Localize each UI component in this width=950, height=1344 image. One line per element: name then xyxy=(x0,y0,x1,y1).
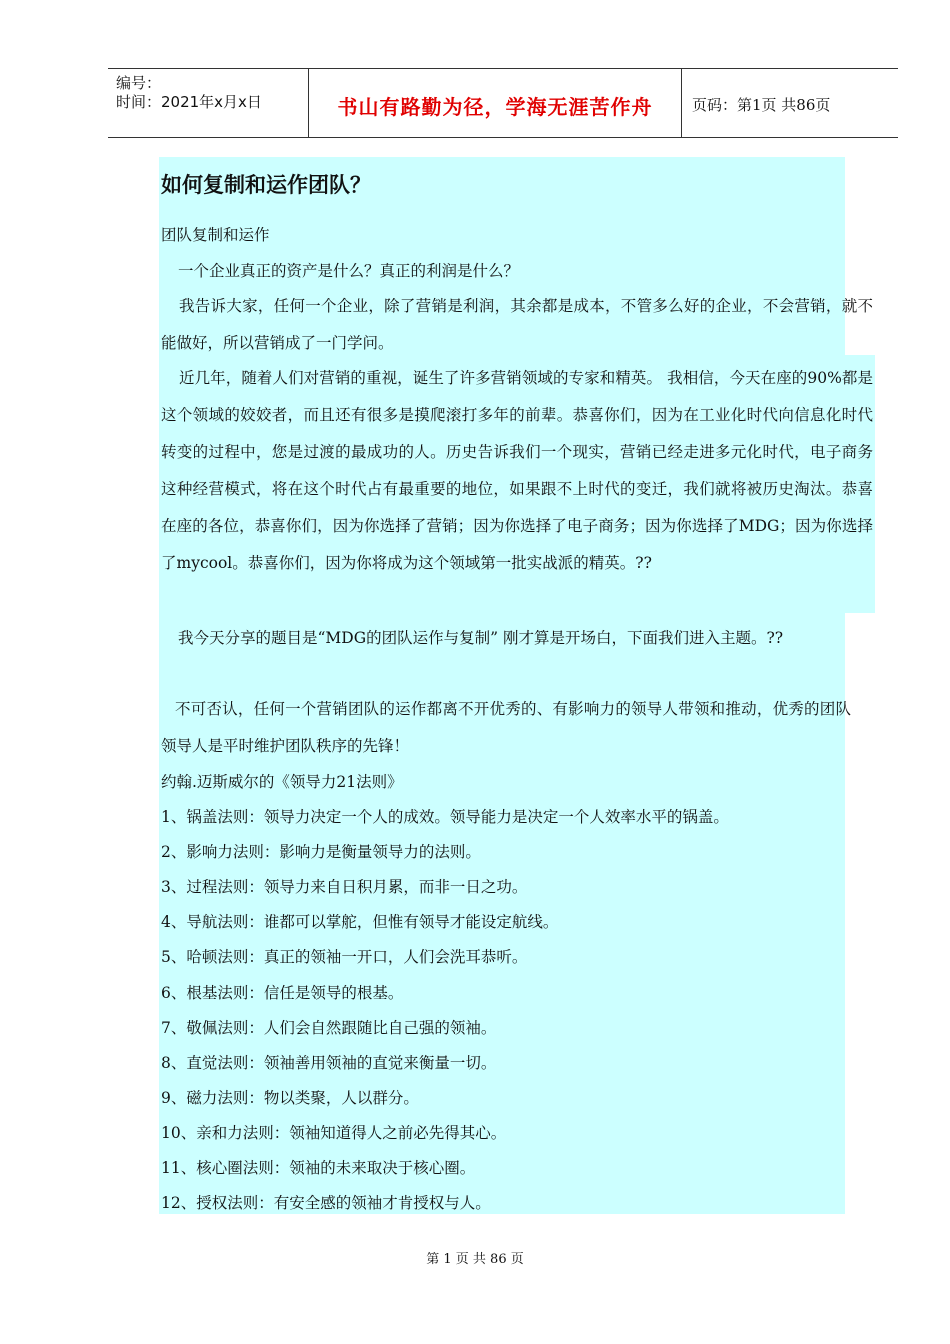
serial-label: 编号： xyxy=(116,74,162,92)
list-item: 6、根基法则：信任是领导的根基。 xyxy=(161,984,404,1002)
document-subtitle: 团队复制和运作 xyxy=(161,226,270,244)
date-label: 时间：2021年x月x日 xyxy=(116,93,262,111)
list-item: 1、锅盖法则：领导力决定一个人的成效。领导能力是决定一个人效率水平的锅盖。 xyxy=(161,808,729,826)
header-meta-cell xyxy=(108,69,309,137)
motto: 书山有路勤为径，学海无涯苦作舟 xyxy=(337,95,653,119)
paragraph: 一个企业真正的资产是什么？真正的利润是什么？ xyxy=(178,262,520,280)
paragraph: 不可否认，任何一个营销团队的运作都离不开优秀的、有影响力的领导人带领和推动，优秀的团队领导人是平时维护团队秩序的先锋！ xyxy=(161,700,851,755)
list-item: 11、核心圈法则：领袖的未来取决于核心圈。 xyxy=(161,1159,476,1177)
book-line: 约翰.迈斯威尔的《领导力21法则》 xyxy=(161,773,403,791)
list-item: 5、哈顿法则：真正的领袖一开口，人们会洗耳恭听。 xyxy=(161,948,528,966)
list-item: 9、磁力法则：物以类聚，人以群分。 xyxy=(161,1089,419,1107)
list-item: 10、亲和力法则：领袖知道得人之前必先得其心。 xyxy=(161,1124,507,1142)
list-item: 4、导航法则：谁都可以掌舵，但惟有领导才能设定航线。 xyxy=(161,913,559,931)
list-item: 2、影响力法则：影响力是衡量领导力的法则。 xyxy=(161,843,481,861)
paragraph: 我今天分享的题目是“MDG的团队运作与复制” 刚才算是开场白，下面我们进入主题。?? xyxy=(178,629,784,647)
header-motto-cell xyxy=(309,69,682,137)
header-table xyxy=(108,68,898,138)
paragraph: 我告诉大家，任何一个企业，除了营销是利润，其余都是成本，不管多么好的企业，不会营销，就不能做好，所以营销成了一门学问。 xyxy=(161,297,873,352)
list-item: 7、敬佩法则：人们会自然跟随比自己强的领袖。 xyxy=(161,1019,497,1037)
page-footer: 第 1 页 共 86 页 xyxy=(426,1252,524,1267)
list-item: 8、直觉法则：领袖善用领袖的直觉来衡量一切。 xyxy=(161,1054,497,1072)
document-title: 如何复制和运作团队？ xyxy=(161,173,371,197)
list-item: 12、授权法则：有安全感的领袖才肯授权与人。 xyxy=(161,1194,491,1212)
header-page-cell xyxy=(682,69,898,137)
page-info: 页码：第1页 共86页 xyxy=(692,96,831,114)
list-item: 3、过程法则：领导力来自日积月累，而非一日之功。 xyxy=(161,878,528,896)
paragraph: 近几年，随着人们对营销的重视，诞生了许多营销领域的专家和精英。 我相信，今天在座的90%都是这个领域的姣姣者，而且还有很多是摸爬滚打多年的前辈。恭喜你们，因为在工业化时代向信息化时代转变的过程中，您是过渡的最成功的人。历史告诉我们一个现实，营销已经走进多元化时代，电子商务这种经营模式，将在这个时代占有最重要的地位，如果跟不上时代的变迁，我们就将被历史淘汰。恭喜在座的各位，恭喜你们，因为你选择了营销；因为你选择了电子商务；因为你选择了MDG；因为你选择了mycool。恭喜你们，因为你将成为这个领域第一批实战派的精英。?? xyxy=(161,369,873,572)
